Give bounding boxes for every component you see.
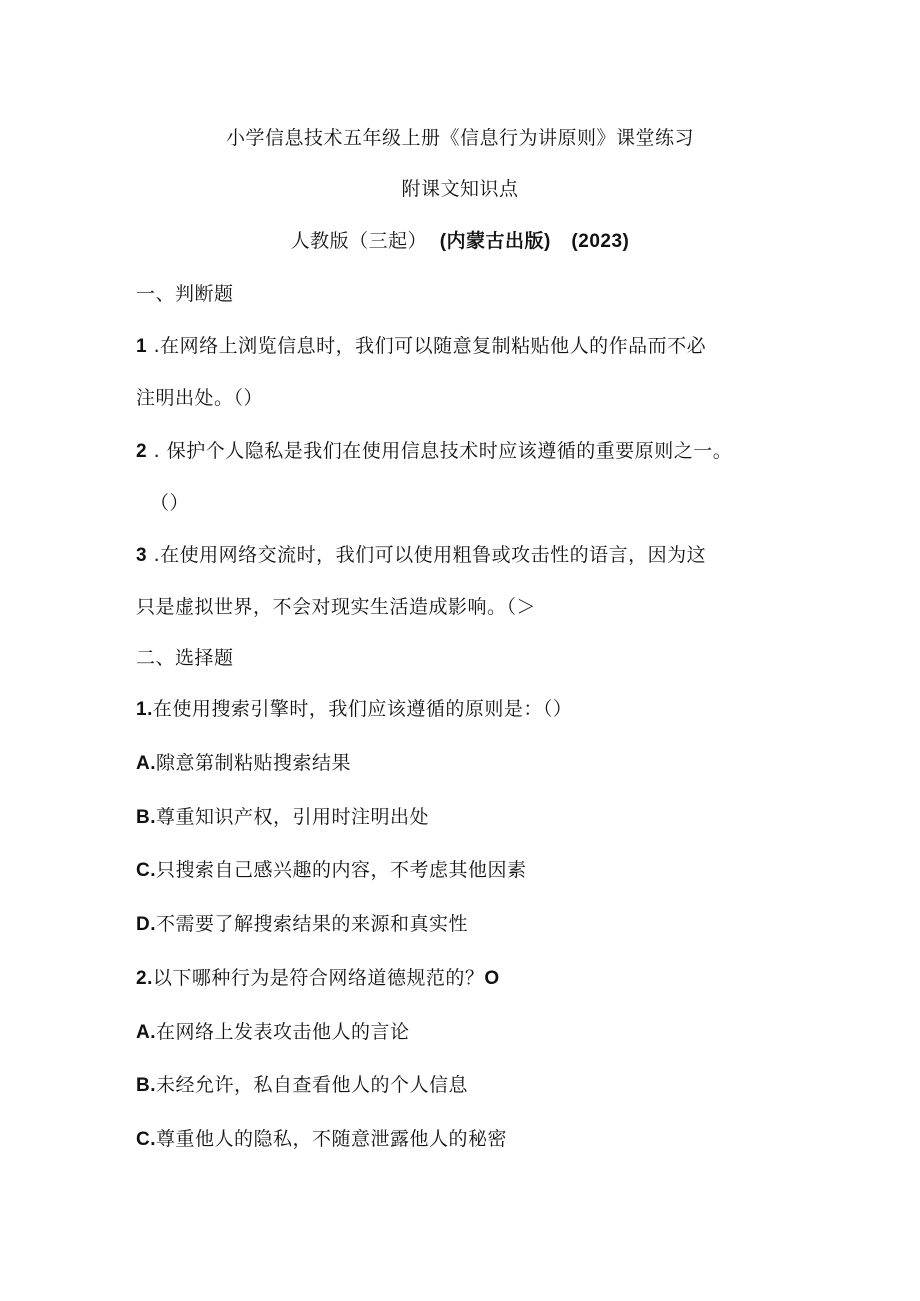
section-heading-choice: 二、选择题	[136, 647, 234, 669]
question-text: . 保护个人隐私是我们在使用信息技术时应该遵循的重要原则之一。	[147, 440, 733, 462]
question-number: 3	[136, 545, 148, 566]
title-line-1: 小学信息技术五年级上册《信息行为讲原则》课堂练习	[225, 127, 694, 149]
page-title	[0, 126, 920, 150]
option-text: 不需要了解搜索结果的来源和真实性	[156, 913, 469, 935]
judgment-question-2-cont: （）	[150, 492, 190, 514]
option-text: 未经允许，私自查看他人的个人信息	[156, 1074, 469, 1096]
choice-option	[136, 858, 527, 883]
question-text: .在网络上浏览信息时，我们可以随意复制粘贴他人的作品而不必	[147, 335, 707, 357]
question-number: 2.	[136, 968, 153, 989]
option-text: 隙意第制粘贴搜索结果	[156, 752, 352, 774]
edition-label: 人教版（三起）	[290, 230, 428, 252]
title-line-2: 附课文知识点	[401, 178, 519, 200]
answer-mark: O	[484, 968, 500, 989]
question-text: 在使用搜索引擎时，我们应该遵循的原则是：（）	[152, 698, 573, 720]
choice-option	[136, 912, 468, 937]
choice-question-2	[136, 966, 500, 991]
choice-question-1	[136, 697, 572, 722]
option-text: 尊重知识产权，引用时注明出处	[156, 806, 430, 828]
edition-line	[0, 229, 920, 254]
option-label: D.	[136, 914, 156, 935]
option-label: B.	[136, 1075, 156, 1096]
choice-option	[136, 1020, 410, 1045]
judgment-question-3	[136, 543, 706, 568]
option-label: B.	[136, 807, 156, 828]
option-text: 尊重他人的隐私，不随意泄露他人的秘密	[156, 1128, 508, 1150]
choice-option	[136, 1127, 507, 1152]
question-text: 以下哪种行为是符合网络道德规范的？	[152, 967, 485, 989]
option-text: 在网络上发表攻击他人的言论	[156, 1021, 410, 1043]
choice-option	[136, 1073, 468, 1098]
page-subtitle	[0, 177, 920, 201]
choice-option	[136, 751, 351, 776]
option-label: C.	[136, 1129, 156, 1150]
question-number: 1	[136, 336, 148, 357]
judgment-question-3-cont: 只是虚拟世界，不会对现实生活造成影响。（＞	[136, 596, 537, 618]
question-number: 2	[136, 441, 148, 462]
question-number: 1.	[136, 699, 153, 720]
option-label: A.	[136, 753, 156, 774]
choice-option	[136, 805, 429, 830]
judgment-question-2	[136, 439, 732, 464]
section-heading-judgment: 一、判断题	[136, 283, 234, 305]
judgment-question-1-cont: 注明出处。（）	[136, 387, 264, 409]
option-label: A.	[136, 1022, 156, 1043]
question-text: .在使用网络交流时，我们可以使用粗鲁或攻击性的语言，因为这	[147, 544, 707, 566]
option-text: 只搜索自己感兴趣的内容，不考虑其他因素	[156, 859, 527, 881]
option-label: C.	[136, 860, 156, 881]
judgment-question-1	[136, 334, 706, 359]
year-label: (2023)	[571, 231, 630, 252]
publisher-label: (内蒙古出版)	[439, 231, 551, 252]
